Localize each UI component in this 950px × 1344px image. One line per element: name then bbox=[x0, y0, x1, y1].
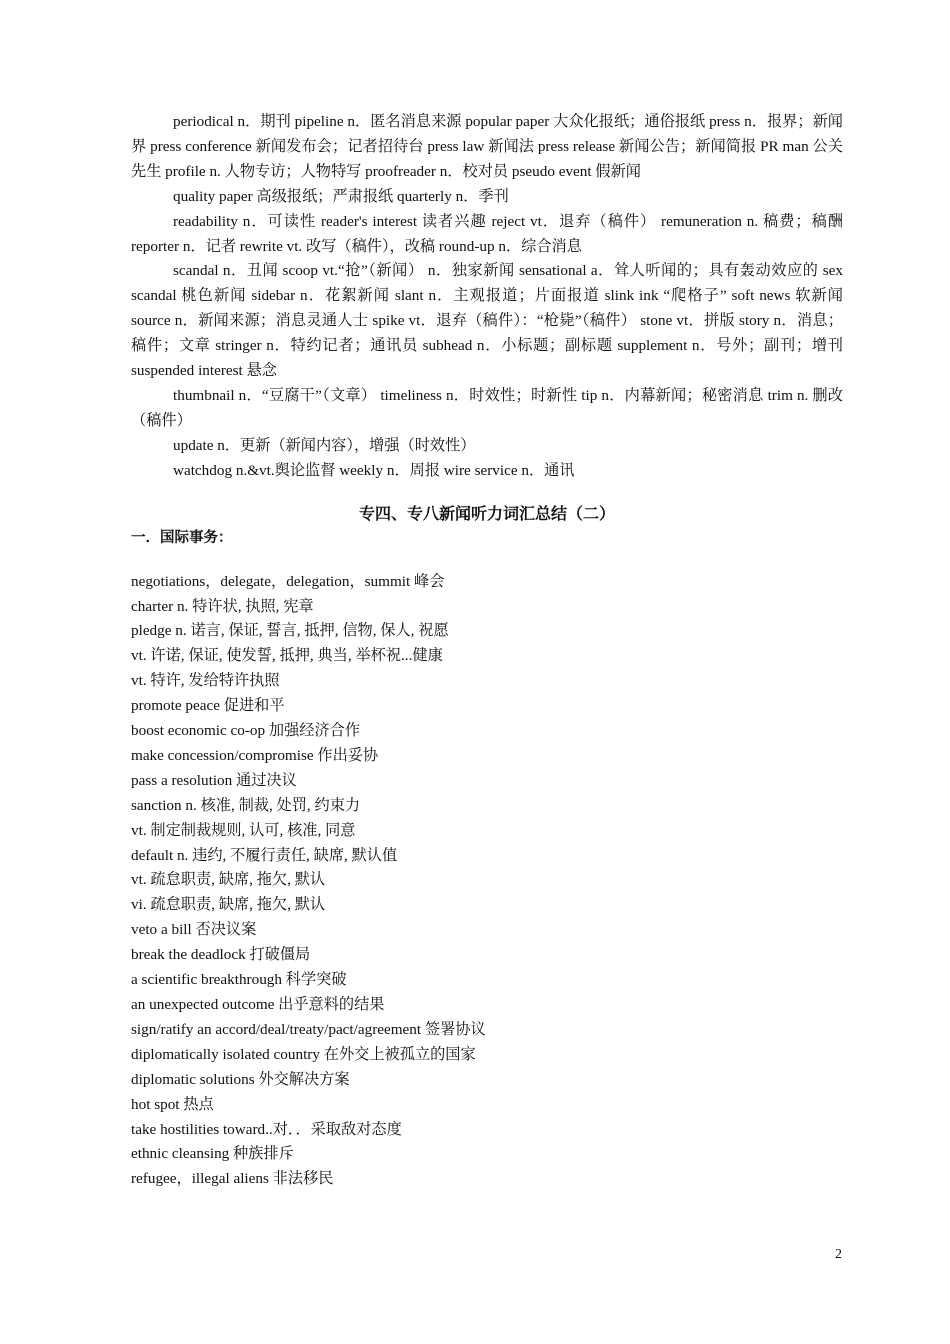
vocab-item: negotiations，delegate，delegation，summit 峰会 bbox=[131, 572, 445, 590]
vocab-item: promote peace 促进和平 bbox=[131, 697, 285, 715]
glossary-paragraph: update n．更新（新闻内容），增强（时效性） bbox=[173, 436, 476, 454]
vocab-item: take hostilities toward..对．．采取敌对态度 bbox=[131, 1120, 402, 1138]
vocab-item: diplomatic solutions 外交解决方案 bbox=[131, 1070, 350, 1088]
vocab-item: charter n. 特许状, 执照, 宪章 bbox=[131, 597, 314, 615]
vocab-item: veto a bill 否决议案 bbox=[131, 921, 257, 939]
glossary-paragraph: thumbnail n．“豆腐干”（文章） timeliness n．时效性；时新性 tip n．内幕新闻；秘密消息 trim n. 删改（稿件） bbox=[131, 386, 843, 429]
document-heading: 专四、专八新闻听力词汇总结（二） bbox=[358, 503, 615, 523]
page-content bbox=[131, 110, 843, 1192]
vocab-item: boost economic co-op 加强经济合作 bbox=[131, 722, 361, 740]
vocab-item: refugee，illegal aliens 非法移民 bbox=[131, 1170, 334, 1188]
glossary-paragraph: watchdog n.&vt.舆论监督 weekly n．周报 wire service n．通讯 bbox=[173, 461, 575, 479]
glossary-paragraph: quality paper 高级报纸；严肃报纸 quarterly n．季刊 bbox=[173, 187, 509, 205]
vocab-item: make concession/compromise 作出妥协 bbox=[131, 746, 379, 764]
glossary-section bbox=[131, 110, 843, 484]
vocab-list bbox=[131, 570, 843, 1193]
vocab-item: diplomatically isolated country 在外交上被孤立的国家 bbox=[131, 1045, 476, 1063]
page-number: 2 bbox=[835, 1247, 842, 1262]
glossary-paragraph: periodical n．期刊 pipeline n．匿名消息来源 popular paper 大众化报纸；通俗报纸 press n．报界；新闻界 press conference 新闻发布会；记者招待台 press law 新闻法 press release 新闻公告；新闻简报 PR man 公关先生 profile n. 人物专访；人物特写 proofreader n．校对员 pseudo event 假新闻 bbox=[131, 113, 843, 180]
vocab-item: sanction n. 核准, 制裁, 处罚, 约束力 bbox=[131, 796, 361, 814]
glossary-paragraph: readability n．可读性 reader's interest 读者兴趣 reject vt．退弃（稿件） remuneration n. 稿费；稿酬 reporter n．记者 rewrite vt. 改写（稿件），改稿 round-up n．综合消息 bbox=[131, 212, 843, 255]
vocab-item: vt. 特许, 发给特许执照 bbox=[131, 672, 280, 690]
vocab-item: pledge n. 诺言, 保证, 誓言, 抵押, 信物, 保人, 祝愿 bbox=[131, 622, 449, 640]
vocab-item: break the deadlock 打破僵局 bbox=[131, 946, 311, 964]
vocab-item: vt. 制定制裁规则, 认可, 核准, 同意 bbox=[131, 821, 356, 839]
vocab-item: an unexpected outcome 出乎意料的结果 bbox=[131, 996, 385, 1013]
vocab-item: a scientific breakthrough 科学突破 bbox=[131, 971, 347, 989]
vocab-item: default n. 违约, 不履行责任, 缺席, 默认值 bbox=[131, 846, 398, 864]
vocab-item: ethnic cleansing 种族排斥 bbox=[131, 1145, 294, 1163]
glossary-paragraph: scandal n．丑闻 scoop vt.“抢”（新闻） n．独家新闻 sensational a．耸人听闻的；具有轰动效应的 sex scandal 桃色新闻 sidebar n．花絮新闻 slant n．主观报道；片面报道 slink ink “爬格子” soft news 软新闻 source n．新闻来源；消息灵通人士 spike vt．退弃（稿件）：“枪毙”（稿件） stone vt．拼版 story n．消息；稿件；文章 stringer n．特约记者；通讯员 subhead n．小标题；副标题 supplement n．号外；副刊；增刊 suspended interest 悬念 bbox=[131, 262, 843, 380]
vocab-item: vt. 疏怠职责, 缺席, 拖欠, 默认 bbox=[131, 871, 326, 889]
section-title: 一．国际事务： bbox=[131, 529, 233, 546]
vocab-item: sign/ratify an accord/deal/treaty/pact/agreement 签署协议 bbox=[131, 1020, 486, 1038]
vocab-item: vt. 许诺, 保证, 使发誓, 抵押, 典当, 举杯祝...健康 bbox=[131, 647, 443, 665]
vocab-item: vi. 疏怠职责, 缺席, 拖欠, 默认 bbox=[131, 896, 326, 914]
vocab-item: pass a resolution 通过决议 bbox=[131, 771, 297, 789]
vocab-item: hot spot 热点 bbox=[131, 1095, 214, 1113]
